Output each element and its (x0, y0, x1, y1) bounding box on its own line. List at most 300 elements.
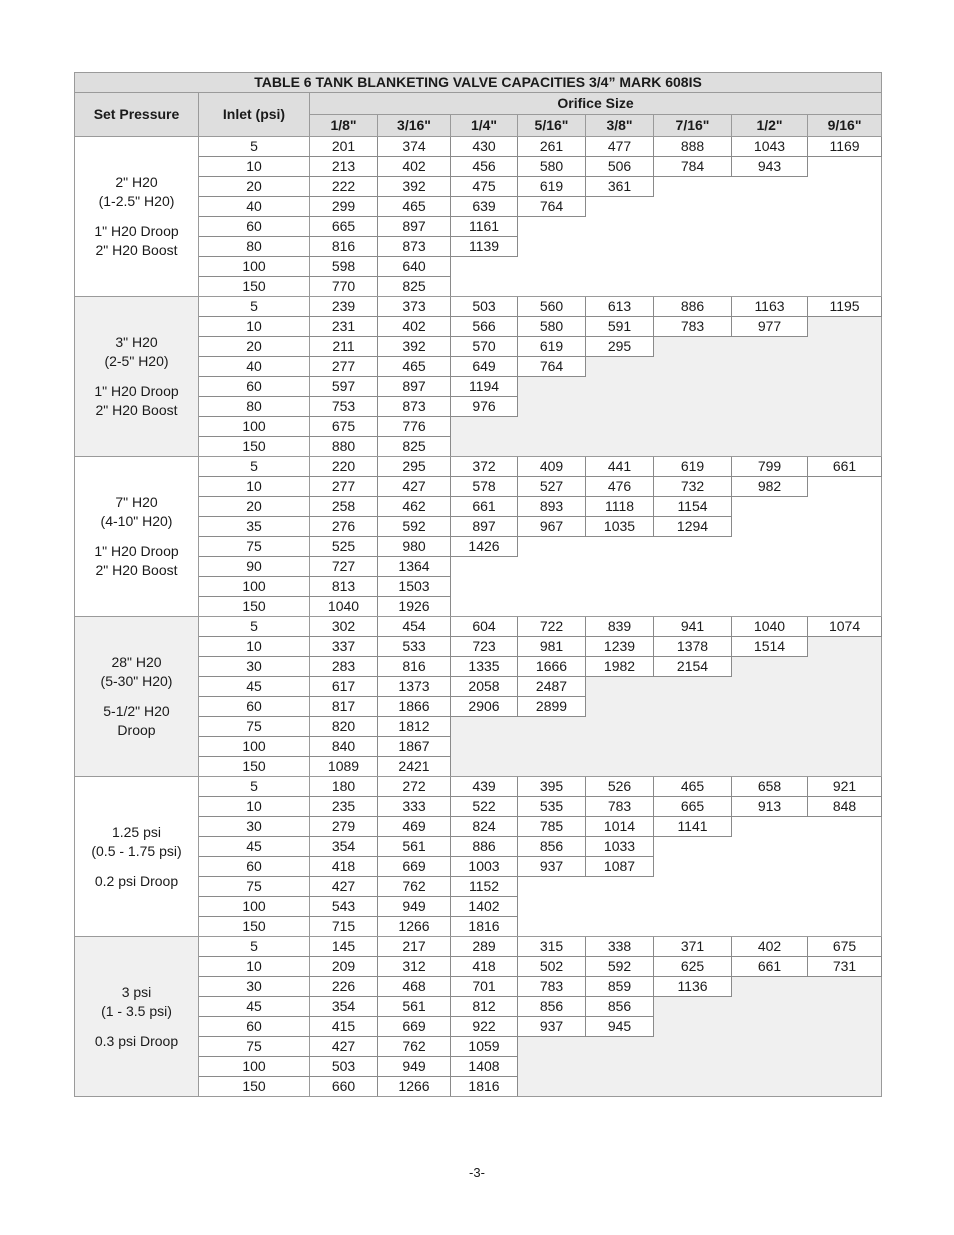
capacity-cell: 235 (310, 797, 378, 817)
inlet-cell: 60 (199, 217, 310, 237)
capacity-cell: 1364 (378, 557, 451, 577)
capacity-cell: 561 (378, 997, 451, 1017)
empty-cell (518, 917, 882, 937)
capacity-cell: 231 (310, 317, 378, 337)
capacity-cell: 886 (451, 837, 518, 857)
capacity-cell: 1402 (451, 897, 518, 917)
set-pressure-note: 2" H20 Boost (95, 562, 178, 578)
empty-cell (451, 437, 882, 457)
orifice-size-column-header: 9/16" (808, 115, 882, 137)
capacity-cell: 1087 (586, 857, 654, 877)
capacity-cell: 338 (586, 937, 654, 957)
capacity-cell: 2421 (378, 757, 451, 777)
empty-cell (451, 577, 882, 597)
capacity-cell: 937 (518, 1017, 586, 1037)
set-pressure-note: 2" H20 Boost (95, 242, 178, 258)
capacity-cell: 526 (586, 777, 654, 797)
table-row (75, 457, 882, 477)
set-pressure-label: (5-30" H20) (100, 673, 173, 689)
capacity-cell: 701 (451, 977, 518, 997)
capacity-cell: 967 (518, 517, 586, 537)
capacity-cell: 302 (310, 617, 378, 637)
set-pressure-cell (75, 457, 199, 617)
capacity-cell: 762 (378, 877, 451, 897)
capacity-cell: 812 (451, 997, 518, 1017)
set-pressure-note: 1" H20 Droop (94, 223, 179, 239)
capacity-cell: 402 (732, 937, 808, 957)
capacity-cell: 295 (378, 457, 451, 477)
set-pressure-label: 2" H20 (115, 174, 158, 190)
capacity-cell: 722 (518, 617, 586, 637)
capacity-cell: 1194 (451, 377, 518, 397)
empty-cell (518, 1057, 882, 1077)
capacity-cell: 1154 (654, 497, 732, 517)
inlet-cell: 150 (199, 1077, 310, 1097)
capacity-cell: 1169 (808, 137, 882, 157)
set-pressure-note: 1" H20 Droop (94, 383, 179, 399)
inlet-cell: 10 (199, 957, 310, 977)
orifice-size-header: Orifice Size (310, 93, 882, 115)
set-pressure-cell (75, 617, 199, 777)
capacity-cell: 261 (518, 137, 586, 157)
capacity-cell: 825 (378, 277, 451, 297)
set-pressure-header: Set Pressure (75, 93, 199, 137)
table-row (75, 777, 882, 797)
capacity-cell: 395 (518, 777, 586, 797)
empty-cell (518, 377, 882, 397)
empty-cell (518, 1037, 882, 1057)
empty-cell (451, 597, 882, 617)
capacity-cell: 1866 (378, 697, 451, 717)
capacity-cell: 817 (310, 697, 378, 717)
orifice-size-column-header: 1/4" (451, 115, 518, 137)
capacity-cell: 468 (378, 977, 451, 997)
capacity-cell: 315 (518, 937, 586, 957)
inlet-cell: 5 (199, 617, 310, 637)
empty-cell (451, 737, 882, 757)
capacity-cell: 723 (451, 637, 518, 657)
capacity-cell: 675 (310, 417, 378, 437)
capacity-cell: 222 (310, 177, 378, 197)
set-pressure-label: 1.25 psi (111, 823, 162, 840)
capacity-cell: 1136 (654, 977, 732, 997)
capacity-cell: 373 (378, 297, 451, 317)
capacity-cell: 856 (518, 997, 586, 1017)
capacity-cell: 415 (310, 1017, 378, 1037)
capacity-cell: 591 (586, 317, 654, 337)
capacity-cell: 592 (378, 517, 451, 537)
capacity-cell: 503 (451, 297, 518, 317)
empty-cell (518, 397, 882, 417)
capacity-cell: 945 (586, 1017, 654, 1037)
capacity-cell: 213 (310, 157, 378, 177)
capacity-cell: 753 (310, 397, 378, 417)
orifice-size-column-header: 3/8" (586, 115, 654, 137)
capacity-cell: 439 (451, 777, 518, 797)
inlet-cell: 60 (199, 697, 310, 717)
set-pressure-note: 0.2 psi Droop (94, 872, 179, 889)
inlet-cell: 100 (199, 897, 310, 917)
inlet-cell: 5 (199, 457, 310, 477)
capacity-cell: 660 (310, 1077, 378, 1097)
capacity-cell: 1335 (451, 657, 518, 677)
capacity-cell: 873 (378, 237, 451, 257)
empty-cell (654, 1017, 882, 1037)
capacity-cell: 469 (378, 817, 451, 837)
capacity-cell: 1003 (451, 857, 518, 877)
empty-cell (451, 277, 882, 297)
empty-cell (518, 1077, 882, 1097)
set-pressure-cell (75, 137, 199, 297)
inlet-cell: 90 (199, 557, 310, 577)
inlet-cell: 100 (199, 577, 310, 597)
empty-cell (586, 197, 882, 217)
capacity-cell: 277 (310, 357, 378, 377)
capacity-cell: 372 (451, 457, 518, 477)
orifice-size-column-header: 1/8" (310, 115, 378, 137)
inlet-cell: 150 (199, 757, 310, 777)
capacity-cell: 409 (518, 457, 586, 477)
capacity-cell: 580 (518, 157, 586, 177)
capacity-cell: 1161 (451, 217, 518, 237)
orifice-size-column-header: 5/16" (518, 115, 586, 137)
capacity-cell: 784 (654, 157, 732, 177)
inlet-header: Inlet (psi) (199, 93, 310, 137)
capacity-cell: 145 (310, 937, 378, 957)
empty-cell (808, 637, 882, 657)
empty-cell (654, 177, 882, 197)
capacity-cell: 839 (586, 617, 654, 637)
capacity-cell: 776 (378, 417, 451, 437)
capacity-cell: 226 (310, 977, 378, 997)
capacity-cell: 1074 (808, 617, 882, 637)
set-pressure-cell (75, 777, 199, 937)
capacity-cell: 981 (518, 637, 586, 657)
set-pressure-label: (0.5 - 1.75 psi) (91, 842, 182, 859)
capacity-cell: 859 (586, 977, 654, 997)
capacity-cell: 943 (732, 157, 808, 177)
capacity-cell: 1867 (378, 737, 451, 757)
capacity-cell: 418 (310, 857, 378, 877)
capacity-cell: 1152 (451, 877, 518, 897)
capacity-cell: 561 (378, 837, 451, 857)
inlet-cell: 20 (199, 337, 310, 357)
capacity-cell: 592 (586, 957, 654, 977)
capacity-cell: 535 (518, 797, 586, 817)
inlet-cell: 10 (199, 157, 310, 177)
capacity-cell: 258 (310, 497, 378, 517)
empty-cell (586, 357, 882, 377)
capacity-cell: 476 (586, 477, 654, 497)
inlet-cell: 60 (199, 1017, 310, 1037)
capacity-cell: 272 (378, 777, 451, 797)
capacity-cell: 1373 (378, 677, 451, 697)
empty-cell (808, 317, 882, 337)
capacity-cell: 289 (451, 937, 518, 957)
capacity-cell: 921 (808, 777, 882, 797)
capacity-cell: 354 (310, 837, 378, 857)
set-pressure-label: 28" H20 (111, 654, 162, 670)
capacity-cell: 503 (310, 1057, 378, 1077)
capacity-cell: 276 (310, 517, 378, 537)
capacity-cell: 239 (310, 297, 378, 317)
capacity-cell: 856 (518, 837, 586, 857)
capacity-cell: 1294 (654, 517, 732, 537)
capacity-cell: 502 (518, 957, 586, 977)
set-pressure-cell (75, 297, 199, 457)
capacity-cell: 762 (378, 1037, 451, 1057)
capacity-cell: 977 (732, 317, 808, 337)
capacity-cell: 1139 (451, 237, 518, 257)
capacity-cell: 295 (586, 337, 654, 357)
empty-cell (518, 237, 882, 257)
capacity-cell: 897 (451, 517, 518, 537)
capacity-cell: 597 (310, 377, 378, 397)
capacity-cell: 354 (310, 997, 378, 1017)
capacity-cell: 1239 (586, 637, 654, 657)
inlet-cell: 150 (199, 597, 310, 617)
capacity-cell: 658 (732, 777, 808, 797)
capacity-cell: 337 (310, 637, 378, 657)
capacity-cell: 418 (451, 957, 518, 977)
empty-cell (451, 717, 882, 737)
capacity-cell: 2058 (451, 677, 518, 697)
capacity-cell: 840 (310, 737, 378, 757)
capacity-cell: 374 (378, 137, 451, 157)
capacity-cell: 1033 (586, 837, 654, 857)
empty-cell (451, 417, 882, 437)
capacity-cell: 1408 (451, 1057, 518, 1077)
table-row (75, 297, 882, 317)
empty-cell (518, 537, 882, 557)
capacity-cell: 1163 (732, 297, 808, 317)
capacity-cell: 886 (654, 297, 732, 317)
inlet-cell: 45 (199, 837, 310, 857)
empty-cell (732, 977, 882, 997)
capacity-cell: 888 (654, 137, 732, 157)
capacity-cell: 2899 (518, 697, 586, 717)
capacity-cell: 982 (732, 477, 808, 497)
capacity-cell: 625 (654, 957, 732, 977)
capacity-cell: 402 (378, 157, 451, 177)
capacity-cell: 880 (310, 437, 378, 457)
inlet-cell: 100 (199, 417, 310, 437)
capacity-cell: 1089 (310, 757, 378, 777)
inlet-cell: 100 (199, 257, 310, 277)
capacity-cell: 1982 (586, 657, 654, 677)
empty-cell (654, 837, 882, 857)
capacity-cell: 669 (378, 857, 451, 877)
capacity-cell: 897 (378, 377, 451, 397)
empty-cell (586, 677, 882, 697)
capacity-cell: 430 (451, 137, 518, 157)
orifice-size-column-header: 3/16" (378, 115, 451, 137)
inlet-cell: 40 (199, 357, 310, 377)
capacity-cell: 770 (310, 277, 378, 297)
capacity-cell: 764 (518, 197, 586, 217)
inlet-cell: 60 (199, 857, 310, 877)
set-pressure-label: (4-10" H20) (100, 513, 173, 529)
capacity-cell: 2487 (518, 677, 586, 697)
capacity-cell: 533 (378, 637, 451, 657)
capacity-cell: 578 (451, 477, 518, 497)
inlet-cell: 5 (199, 937, 310, 957)
capacity-cell: 824 (451, 817, 518, 837)
empty-cell (654, 857, 882, 877)
capacity-cell: 783 (518, 977, 586, 997)
capacity-cell: 669 (378, 1017, 451, 1037)
capacity-cell: 1118 (586, 497, 654, 517)
inlet-cell: 10 (199, 317, 310, 337)
capacity-cell: 799 (732, 457, 808, 477)
capacity-cell: 201 (310, 137, 378, 157)
inlet-cell: 75 (199, 537, 310, 557)
inlet-cell: 10 (199, 637, 310, 657)
capacity-cell: 764 (518, 357, 586, 377)
capacity-cell: 816 (378, 657, 451, 677)
capacity-cell: 848 (808, 797, 882, 817)
capacity-cell: 2154 (654, 657, 732, 677)
empty-cell (451, 557, 882, 577)
capacity-cell: 619 (654, 457, 732, 477)
empty-cell (732, 517, 882, 537)
capacity-cell: 361 (586, 177, 654, 197)
capacity-cell: 465 (378, 357, 451, 377)
capacity-cell: 783 (586, 797, 654, 817)
capacity-cell: 731 (808, 957, 882, 977)
inlet-cell: 45 (199, 997, 310, 1017)
capacity-cell: 1266 (378, 1077, 451, 1097)
inlet-cell: 100 (199, 737, 310, 757)
capacity-cell: 619 (518, 177, 586, 197)
inlet-cell: 75 (199, 1037, 310, 1057)
capacity-cell: 825 (378, 437, 451, 457)
inlet-cell: 30 (199, 657, 310, 677)
capacity-cell: 1195 (808, 297, 882, 317)
capacity-cell: 477 (586, 137, 654, 157)
set-pressure-note: 1" H20 Droop (94, 543, 179, 559)
capacity-cell: 560 (518, 297, 586, 317)
capacity-cell: 1059 (451, 1037, 518, 1057)
inlet-cell: 150 (199, 917, 310, 937)
capacity-cell: 897 (378, 217, 451, 237)
capacity-cell: 580 (518, 317, 586, 337)
inlet-cell: 30 (199, 817, 310, 837)
capacity-cell: 665 (654, 797, 732, 817)
page-number: -3- (469, 1165, 485, 1180)
capacity-cell: 617 (310, 677, 378, 697)
set-pressure-label: 3 psi (121, 983, 152, 1000)
empty-cell (518, 897, 882, 917)
capacity-cell: 922 (451, 1017, 518, 1037)
capacity-cell: 661 (808, 457, 882, 477)
capacity-cell: 1926 (378, 597, 451, 617)
empty-cell (451, 257, 882, 277)
inlet-cell: 75 (199, 717, 310, 737)
empty-cell (732, 817, 882, 837)
capacity-cell: 427 (310, 1037, 378, 1057)
empty-cell (451, 757, 882, 777)
capacity-cell: 427 (310, 877, 378, 897)
inlet-cell: 100 (199, 1057, 310, 1077)
inlet-cell: 80 (199, 237, 310, 257)
orifice-size-column-header: 1/2" (732, 115, 808, 137)
table-row (75, 937, 882, 957)
capacity-cell: 522 (451, 797, 518, 817)
empty-cell (518, 877, 882, 897)
inlet-cell: 5 (199, 777, 310, 797)
inlet-cell: 35 (199, 517, 310, 537)
capacity-cell: 543 (310, 897, 378, 917)
capacity-cell: 1812 (378, 717, 451, 737)
capacity-cell: 1426 (451, 537, 518, 557)
capacity-cell: 427 (378, 477, 451, 497)
capacity-cell: 941 (654, 617, 732, 637)
capacity-cell: 820 (310, 717, 378, 737)
capacity-cell: 527 (518, 477, 586, 497)
capacity-cell: 1040 (732, 617, 808, 637)
capacity-cell: 392 (378, 177, 451, 197)
set-pressure-note: 5-1/2" H20 (103, 703, 170, 719)
capacity-cell: 1666 (518, 657, 586, 677)
empty-cell (518, 217, 882, 237)
capacity-cell: 475 (451, 177, 518, 197)
empty-cell (808, 157, 882, 177)
capacity-cell: 732 (654, 477, 732, 497)
inlet-cell: 20 (199, 497, 310, 517)
inlet-cell: 30 (199, 977, 310, 997)
capacity-cell: 454 (378, 617, 451, 637)
capacity-cell: 783 (654, 317, 732, 337)
capacity-cell: 1035 (586, 517, 654, 537)
empty-cell (732, 497, 882, 517)
capacity-cell: 1043 (732, 137, 808, 157)
table-row (75, 617, 882, 637)
inlet-cell: 60 (199, 377, 310, 397)
set-pressure-label: (1 - 3.5 psi) (101, 1002, 172, 1019)
capacity-cell: 604 (451, 617, 518, 637)
capacity-cell: 1503 (378, 577, 451, 597)
capacity-cell: 649 (451, 357, 518, 377)
set-pressure-cell (75, 937, 199, 1097)
set-pressure-label: 7" H20 (115, 494, 158, 510)
capacity-cell: 1266 (378, 917, 451, 937)
inlet-cell: 40 (199, 197, 310, 217)
capacity-cell: 465 (378, 197, 451, 217)
capacity-cell: 613 (586, 297, 654, 317)
capacity-cell: 913 (732, 797, 808, 817)
capacity-cell: 1816 (451, 1077, 518, 1097)
capacity-cell: 856 (586, 997, 654, 1017)
capacity-cell: 816 (310, 237, 378, 257)
capacity-cell: 639 (451, 197, 518, 217)
capacity-cell: 1014 (586, 817, 654, 837)
set-pressure-note: 0.3 psi Droop (94, 1032, 179, 1049)
capacity-cell: 180 (310, 777, 378, 797)
capacity-cell: 813 (310, 577, 378, 597)
capacity-cell: 220 (310, 457, 378, 477)
capacity-cell: 1141 (654, 817, 732, 837)
capacity-cell: 456 (451, 157, 518, 177)
inlet-cell: 150 (199, 437, 310, 457)
capacity-cell: 2906 (451, 697, 518, 717)
capacity-cell: 506 (586, 157, 654, 177)
capacity-cell: 465 (654, 777, 732, 797)
capacity-cell: 675 (808, 937, 882, 957)
capacity-cell: 980 (378, 537, 451, 557)
capacity-cell: 570 (451, 337, 518, 357)
capacity-cell: 665 (310, 217, 378, 237)
